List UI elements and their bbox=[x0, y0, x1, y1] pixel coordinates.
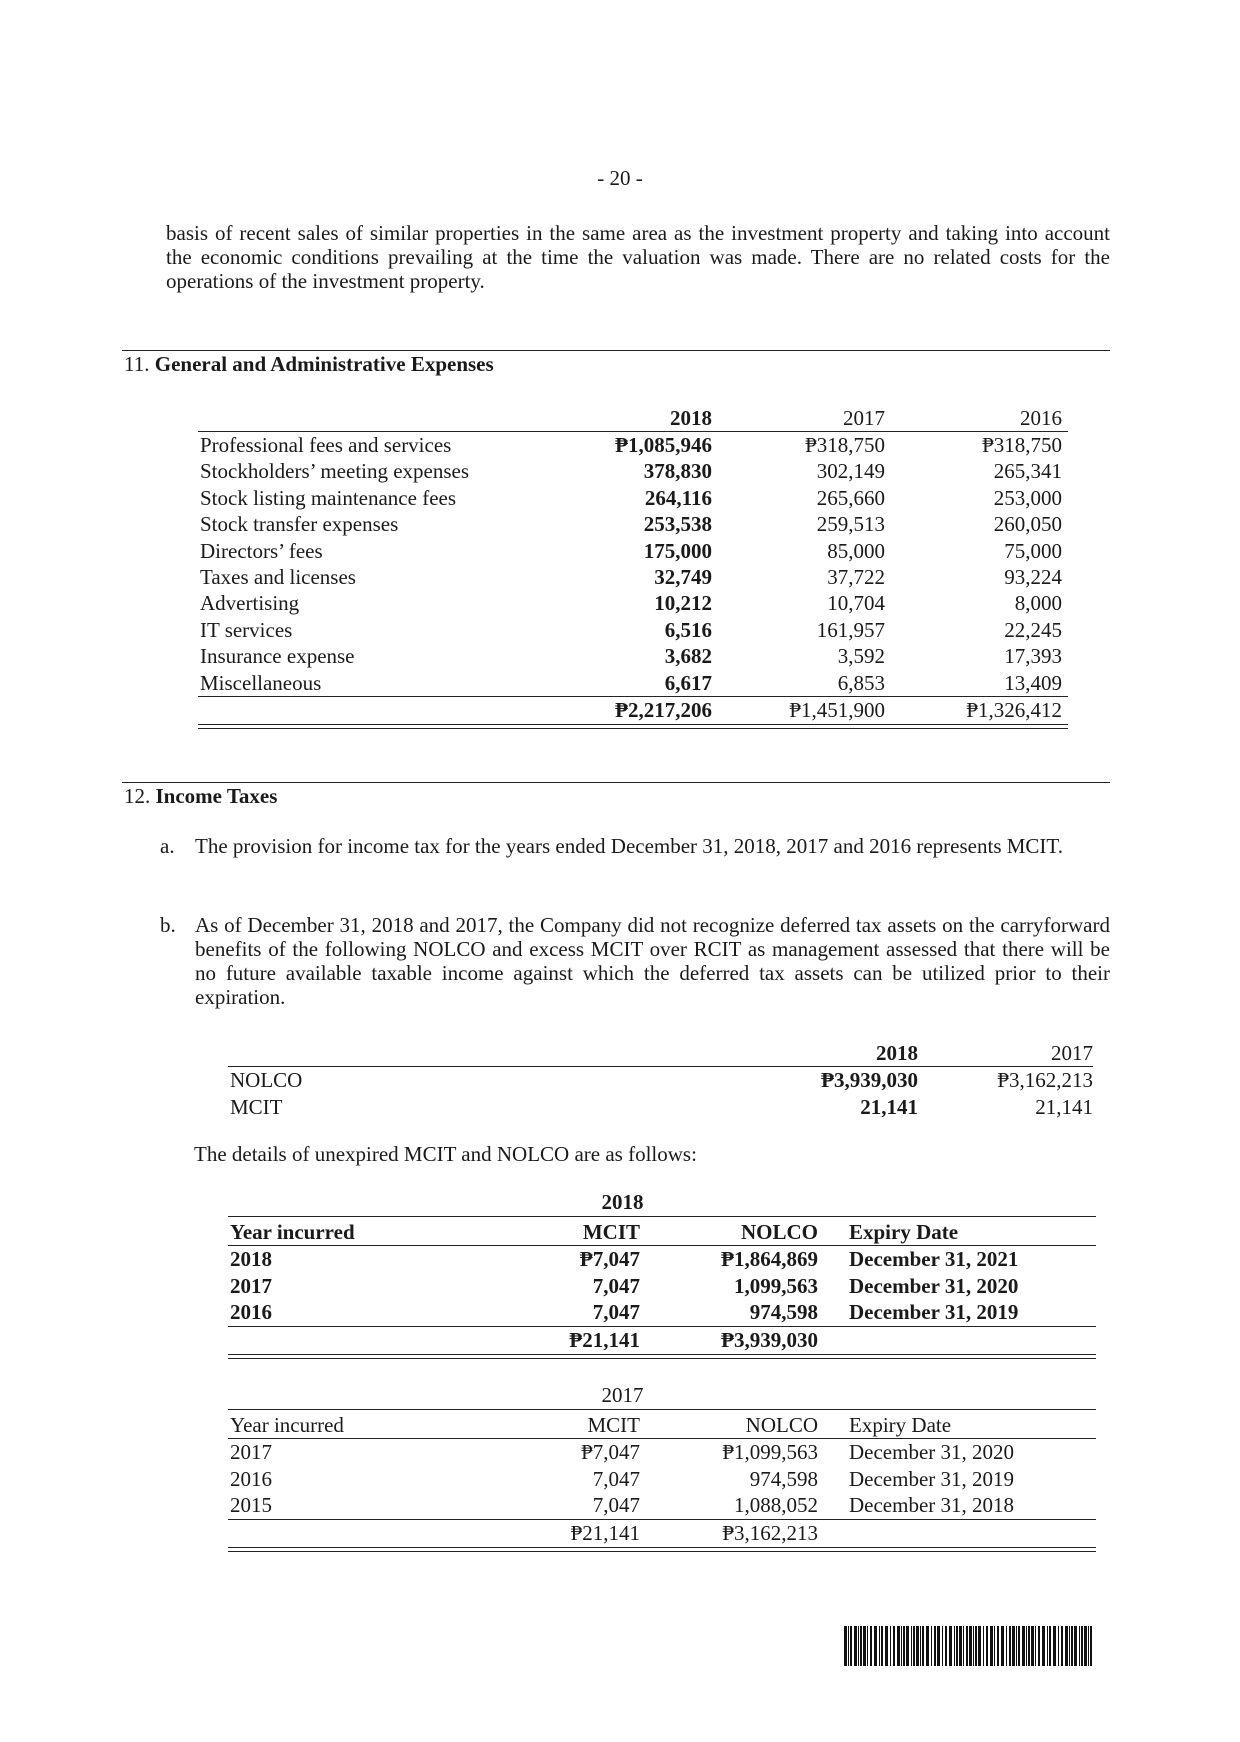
cell-value: 21,141 bbox=[1035, 1095, 1093, 1119]
cell-value: 378,830 bbox=[643, 459, 712, 484]
table-row bbox=[0, 1492, 1240, 1518]
cell-value: 21,141 bbox=[860, 1095, 918, 1119]
barcode-bar bbox=[913, 1626, 915, 1666]
table-row bbox=[0, 590, 1240, 616]
barcode-bar bbox=[1035, 1626, 1036, 1666]
row-label: Taxes and licenses bbox=[200, 565, 356, 589]
year-incurred: 2018 bbox=[230, 1247, 272, 1271]
section-divider bbox=[122, 782, 1110, 783]
barcode-bar bbox=[893, 1626, 895, 1666]
barcode-bar bbox=[963, 1626, 964, 1666]
table-row bbox=[0, 485, 1240, 511]
cell-value: 265,660 bbox=[816, 485, 885, 510]
double-underline bbox=[228, 1547, 1096, 1552]
barcode-bar bbox=[911, 1626, 912, 1666]
table-row bbox=[0, 1094, 1240, 1120]
nolco-value: 1,088,052 bbox=[734, 1493, 818, 1517]
cell-value: 37,722 bbox=[827, 565, 885, 589]
barcode-bar bbox=[1090, 1626, 1092, 1666]
table-row bbox=[0, 432, 1240, 458]
barcode-bar bbox=[922, 1626, 924, 1666]
year-incurred: 2017 bbox=[230, 1273, 272, 1298]
expiry-date: December 31, 2020 bbox=[849, 1440, 1015, 1464]
cell-value: 22,245 bbox=[1004, 617, 1062, 642]
row-label: Miscellaneous bbox=[200, 670, 322, 695]
barcode-bar bbox=[1006, 1626, 1007, 1666]
double-underline bbox=[228, 1354, 1096, 1359]
cell-value: 302,149 bbox=[816, 459, 885, 484]
nolco-total: ₱3,162,213 bbox=[722, 1520, 818, 1545]
expiry-date: December 31, 2018 bbox=[849, 1493, 1015, 1517]
cell-value: 175,000 bbox=[643, 538, 712, 563]
section-11-heading: 11. General and Administrative Expenses bbox=[124, 352, 494, 376]
year-incurred: 2015 bbox=[230, 1493, 272, 1517]
barcode-bar bbox=[897, 1626, 900, 1666]
table-year-title: 2017 bbox=[601, 1383, 644, 1407]
nolco-value: ₱1,099,563 bbox=[722, 1440, 818, 1464]
table-header-row bbox=[0, 405, 1240, 431]
cell-value: 6,853 bbox=[837, 670, 885, 695]
barcode-bar bbox=[956, 1626, 958, 1666]
barcode-bar bbox=[1028, 1626, 1030, 1666]
barcode-bar bbox=[1001, 1626, 1004, 1666]
barcode-bar bbox=[926, 1626, 929, 1666]
barcode-bar bbox=[874, 1626, 877, 1666]
barcode-bar bbox=[1058, 1626, 1059, 1666]
barcode-bar bbox=[885, 1626, 888, 1666]
barcode-bar bbox=[858, 1626, 859, 1666]
year-incurred: 2016 bbox=[230, 1466, 272, 1491]
table-row bbox=[0, 1067, 1240, 1093]
barcode-bar bbox=[1049, 1626, 1051, 1666]
cell-value: ₱1,085,946 bbox=[615, 433, 712, 457]
barcode-bar bbox=[1012, 1626, 1015, 1666]
barcode-bar bbox=[994, 1626, 995, 1666]
barcode-bar bbox=[966, 1626, 968, 1666]
table-row bbox=[0, 670, 1240, 696]
barcode-bar bbox=[969, 1626, 972, 1666]
column-header: NOLCO bbox=[745, 1413, 818, 1437]
barcode-bar bbox=[990, 1626, 993, 1666]
cell-value: 253,538 bbox=[643, 512, 712, 537]
barcode-bar bbox=[860, 1626, 862, 1666]
barcode-bar bbox=[863, 1626, 866, 1666]
row-label: Stock listing maintenance fees bbox=[200, 485, 457, 510]
nolco-value: 974,598 bbox=[749, 1466, 818, 1491]
barcode-bar bbox=[920, 1626, 921, 1666]
year-incurred: 2017 bbox=[230, 1440, 272, 1464]
cell-value: 10,212 bbox=[654, 591, 712, 616]
cell-value: 6,516 bbox=[664, 617, 712, 642]
column-header: MCIT bbox=[582, 1220, 640, 1244]
item-b-marker: b. bbox=[160, 913, 176, 937]
barcode-bar bbox=[973, 1626, 974, 1666]
barcode-bar bbox=[1074, 1626, 1077, 1666]
barcode-bar bbox=[931, 1626, 932, 1666]
barcode-bar bbox=[903, 1626, 905, 1666]
barcode-bar bbox=[934, 1626, 936, 1666]
table-row bbox=[0, 1246, 1240, 1272]
row-label: Stockholders’ meeting expenses bbox=[200, 459, 470, 484]
barcode-bar bbox=[1065, 1626, 1068, 1666]
year-incurred: 2016 bbox=[230, 1300, 272, 1324]
barcode-bar bbox=[1081, 1626, 1083, 1666]
details-intro: The details of unexpired MCIT and NOLCO are as follows: bbox=[194, 1142, 697, 1166]
barcode-bar bbox=[975, 1626, 977, 1666]
barcode-bar bbox=[1026, 1626, 1027, 1666]
cell-value: 3,682 bbox=[664, 644, 712, 669]
column-header: MCIT bbox=[587, 1413, 640, 1437]
table-row bbox=[0, 511, 1240, 537]
section-divider bbox=[122, 350, 1110, 351]
table-row bbox=[0, 1299, 1240, 1325]
cell-value: 265,341 bbox=[993, 459, 1062, 484]
barcode-bar bbox=[1022, 1626, 1025, 1666]
cell-value: 161,957 bbox=[816, 617, 885, 642]
cell-value: 264,116 bbox=[644, 485, 712, 510]
mcit-value: ₱7,047 bbox=[579, 1247, 640, 1271]
nolco-total: ₱3,939,030 bbox=[721, 1327, 818, 1352]
barcode-bar bbox=[949, 1626, 952, 1666]
expiry-date: December 31, 2019 bbox=[849, 1466, 1015, 1491]
mcit-value: 7,047 bbox=[592, 1466, 640, 1491]
table-rule bbox=[228, 1409, 1096, 1410]
column-header: 2017 bbox=[843, 406, 885, 430]
cell-value: 6,617 bbox=[664, 670, 712, 695]
barcode-bar bbox=[844, 1626, 847, 1666]
expiry-date: December 31, 2019 bbox=[849, 1300, 1019, 1324]
expiry-date: December 31, 2021 bbox=[849, 1247, 1019, 1271]
barcode-bar bbox=[1088, 1626, 1089, 1666]
cell-value: 93,224 bbox=[1004, 565, 1062, 589]
barcode-bar bbox=[954, 1626, 955, 1666]
section-12-heading: 12. Income Taxes bbox=[124, 784, 278, 808]
table-row bbox=[0, 1439, 1240, 1465]
table-row bbox=[0, 538, 1240, 564]
cell-value: 253,000 bbox=[993, 485, 1062, 510]
barcode-bar bbox=[850, 1626, 852, 1666]
table-row bbox=[0, 458, 1240, 484]
item-b-text: As of December 31, 2018 and 2017, the Company did not recognize deferred tax assets on the carryforward benefits of the following NOLCO and excess MCIT over RCIT as management assessed that there will be no future available taxable income against which the deferred tax assets can be utilized prior to their expiration. bbox=[195, 913, 1110, 1009]
barcode-bar bbox=[978, 1626, 981, 1666]
barcode-bar bbox=[937, 1626, 940, 1666]
row-label: Advertising bbox=[200, 591, 300, 616]
table-row bbox=[0, 564, 1240, 590]
barcode-bar bbox=[867, 1626, 868, 1666]
barcode-bar bbox=[1069, 1626, 1070, 1666]
barcode-bar bbox=[901, 1626, 902, 1666]
double-underline bbox=[198, 724, 1068, 729]
table-row bbox=[0, 617, 1240, 643]
table-row bbox=[0, 1466, 1240, 1492]
nolco-value: 974,598 bbox=[749, 1300, 818, 1324]
row-label: Stock transfer expenses bbox=[200, 512, 399, 537]
total-row bbox=[0, 697, 1240, 723]
row-label: IT services bbox=[200, 617, 293, 642]
column-header: Year incurred bbox=[230, 1413, 344, 1437]
barcode-bar bbox=[997, 1626, 999, 1666]
total-value: ₱1,451,900 bbox=[789, 698, 885, 722]
cell-value: 32,749 bbox=[654, 565, 712, 589]
barcode-bar bbox=[879, 1626, 880, 1666]
table-row bbox=[0, 643, 1240, 669]
column-header: Expiry Date bbox=[849, 1220, 959, 1244]
total-row bbox=[0, 1327, 1240, 1353]
cell-value: 85,000 bbox=[827, 538, 885, 563]
expiry-date: December 31, 2020 bbox=[849, 1273, 1019, 1298]
item-a-text: The provision for income tax for the years ended December 31, 2018, 2017 and 2016 represents MCIT. bbox=[195, 834, 1063, 858]
cell-value: ₱3,162,213 bbox=[997, 1068, 1093, 1092]
cell-value: 8,000 bbox=[1014, 591, 1062, 616]
barcode-bar bbox=[916, 1626, 919, 1666]
barcode-bar bbox=[848, 1626, 849, 1666]
table-year-title: 2018 bbox=[601, 1190, 644, 1214]
cell-value: 13,409 bbox=[1004, 670, 1062, 695]
page-number: - 20 - bbox=[597, 166, 643, 190]
cell-value: 3,592 bbox=[837, 644, 885, 669]
mcit-value: ₱7,047 bbox=[581, 1440, 640, 1464]
barcode-bar bbox=[1084, 1626, 1087, 1666]
nolco-value: 1,099,563 bbox=[734, 1273, 818, 1298]
mcit-value: 7,047 bbox=[592, 1300, 640, 1324]
cell-value: ₱318,750 bbox=[982, 433, 1062, 457]
barcode-bar bbox=[870, 1626, 872, 1666]
table-rule bbox=[228, 1216, 1096, 1217]
column-header: 2018 bbox=[670, 406, 712, 430]
barcode-bar bbox=[890, 1626, 891, 1666]
row-label: Directors’ fees bbox=[200, 538, 323, 563]
total-value: ₱2,217,206 bbox=[615, 698, 712, 722]
column-header: 2018 bbox=[876, 1041, 918, 1065]
table-row bbox=[0, 1273, 1240, 1299]
barcode-bar bbox=[1009, 1626, 1011, 1666]
barcode-bar bbox=[986, 1626, 988, 1666]
cell-value: 75,000 bbox=[1004, 538, 1062, 563]
item-a-marker: a. bbox=[160, 834, 175, 858]
barcode-bar bbox=[1071, 1626, 1073, 1666]
barcode bbox=[844, 1626, 1094, 1666]
barcode-bar bbox=[1042, 1626, 1045, 1666]
barcode-bar bbox=[959, 1626, 962, 1666]
total-row bbox=[0, 1520, 1240, 1546]
column-header: NOLCO bbox=[740, 1220, 818, 1244]
row-label: MCIT bbox=[230, 1095, 283, 1119]
table-header-row bbox=[0, 1219, 1240, 1245]
row-label: Professional fees and services bbox=[200, 433, 452, 457]
cell-value: ₱318,750 bbox=[805, 433, 885, 457]
column-header: Expiry Date bbox=[849, 1413, 952, 1437]
barcode-bar bbox=[983, 1626, 984, 1666]
table-header-row bbox=[0, 1412, 1240, 1438]
barcode-bar bbox=[906, 1626, 909, 1666]
table-header-row bbox=[0, 1040, 1240, 1066]
barcode-bar bbox=[1016, 1626, 1017, 1666]
row-label: NOLCO bbox=[230, 1068, 303, 1092]
mcit-total: ₱21,141 bbox=[570, 1520, 640, 1545]
barcode-bar bbox=[1079, 1626, 1080, 1666]
barcode-bar bbox=[1031, 1626, 1034, 1666]
barcode-bar bbox=[1018, 1626, 1020, 1666]
column-header: Year incurred bbox=[230, 1220, 355, 1244]
row-label: Insurance expense bbox=[200, 644, 355, 669]
nolco-value: ₱1,864,869 bbox=[721, 1247, 818, 1271]
intro-paragraph: basis of recent sales of similar properties in the same area as the investment property and taking into account the economic conditions prevailing at the time the valuation was made. There are no related costs for the operations of the investment property. bbox=[166, 221, 1110, 293]
cell-value: 17,393 bbox=[1004, 644, 1062, 669]
cell-value: 10,704 bbox=[827, 591, 885, 616]
cell-value: ₱3,939,030 bbox=[821, 1068, 918, 1092]
barcode-bar bbox=[945, 1626, 947, 1666]
mcit-value: 7,047 bbox=[592, 1493, 640, 1517]
barcode-bar bbox=[881, 1626, 883, 1666]
cell-value: 260,050 bbox=[993, 512, 1062, 537]
column-header: 2017 bbox=[1051, 1041, 1093, 1065]
cell-value: 259,513 bbox=[816, 512, 885, 537]
barcode-bar bbox=[1053, 1626, 1056, 1666]
column-header: 2016 bbox=[1020, 406, 1062, 430]
mcit-value: 7,047 bbox=[592, 1273, 640, 1298]
barcode-bar bbox=[942, 1626, 943, 1666]
barcode-bar bbox=[1047, 1626, 1048, 1666]
barcode-bar bbox=[854, 1626, 857, 1666]
mcit-total: ₱21,141 bbox=[569, 1327, 640, 1352]
total-value: ₱1,326,412 bbox=[966, 698, 1062, 722]
barcode-bar bbox=[1038, 1626, 1040, 1666]
barcode-bar bbox=[1061, 1626, 1063, 1666]
